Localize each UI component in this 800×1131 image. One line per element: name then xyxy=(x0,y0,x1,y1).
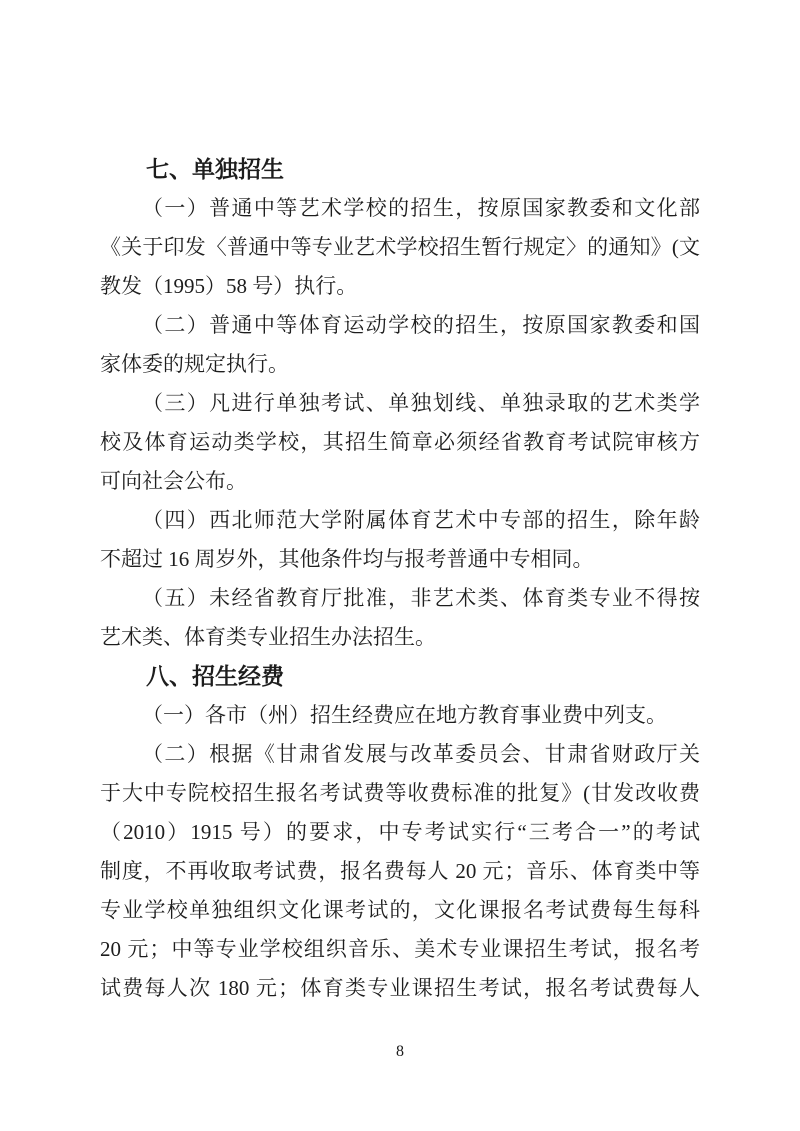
text-line: 可向社会公布。 xyxy=(100,469,247,493)
text-line: （二）根据《甘肃省发展与改革委员会、甘肃省财政厅关 xyxy=(142,742,700,766)
text-line: 20 元；中等专业学校组织音乐、美术专业课招生考试，报名考 xyxy=(100,937,700,961)
section-heading: 八、招生经费 xyxy=(146,663,284,689)
text-line: 不超过 16 周岁外，其他条件均与报考普通中专相同。 xyxy=(100,547,594,571)
text-line: （一）普通中等艺术学校的招生，按原国家教委和文化部 xyxy=(142,196,700,220)
page-number: 8 xyxy=(396,1043,404,1060)
text-line: 家体委的规定执行。 xyxy=(100,352,289,376)
section-heading: 七、单独招生 xyxy=(146,156,284,182)
text-line: 教发（1995）58 号）执行。 xyxy=(100,274,358,298)
text-line: 于大中专院校招生报名考试费等收费标准的批复》(甘发改收费 xyxy=(100,781,700,805)
paragraph xyxy=(100,501,700,579)
paragraph xyxy=(100,579,700,657)
paragraph xyxy=(100,306,700,384)
text-line: 艺术类、体育类专业招生办法招生。 xyxy=(100,625,436,649)
paragraph xyxy=(100,735,700,1008)
text-line: 试费每人次 180 元；体育类专业课招生考试，报名考试费每人 xyxy=(100,976,700,1000)
text-line: （二）普通中等体育运动学校的招生，按原国家教委和国 xyxy=(142,313,700,337)
paragraph xyxy=(100,696,700,735)
text-line: （五）未经省教育厅批准，非艺术类、体育类专业不得按 xyxy=(142,586,700,610)
text-line: （三）凡进行单独考试、单独划线、单独录取的艺术类学 xyxy=(142,391,700,415)
text-line: 《关于印发〈普通中等专业艺术学校招生暂行规定〉的通知》(文 xyxy=(100,235,700,259)
text-line: 制度，不再收取考试费，报名费每人 20 元；音乐、体育类中等 xyxy=(100,859,700,883)
text-line: （2010）1915 号）的要求，中专考试实行“三考合一”的考试 xyxy=(100,820,700,844)
text-line: 专业学校单独组织文化课考试的，文化课报名考试费每生每科 xyxy=(100,898,700,922)
text-line: （一）各市（州）招生经费应在地方教育事业费中列支。 xyxy=(142,703,667,727)
text-line: （四）西北师范大学附属体育艺术中专部的招生，除年龄 xyxy=(142,508,700,532)
paragraph xyxy=(100,189,700,306)
paragraph xyxy=(100,384,700,501)
document-body xyxy=(100,150,700,1008)
text-line: 校及体育运动类学校，其招生简章必须经省教育考试院审核方 xyxy=(100,430,700,454)
